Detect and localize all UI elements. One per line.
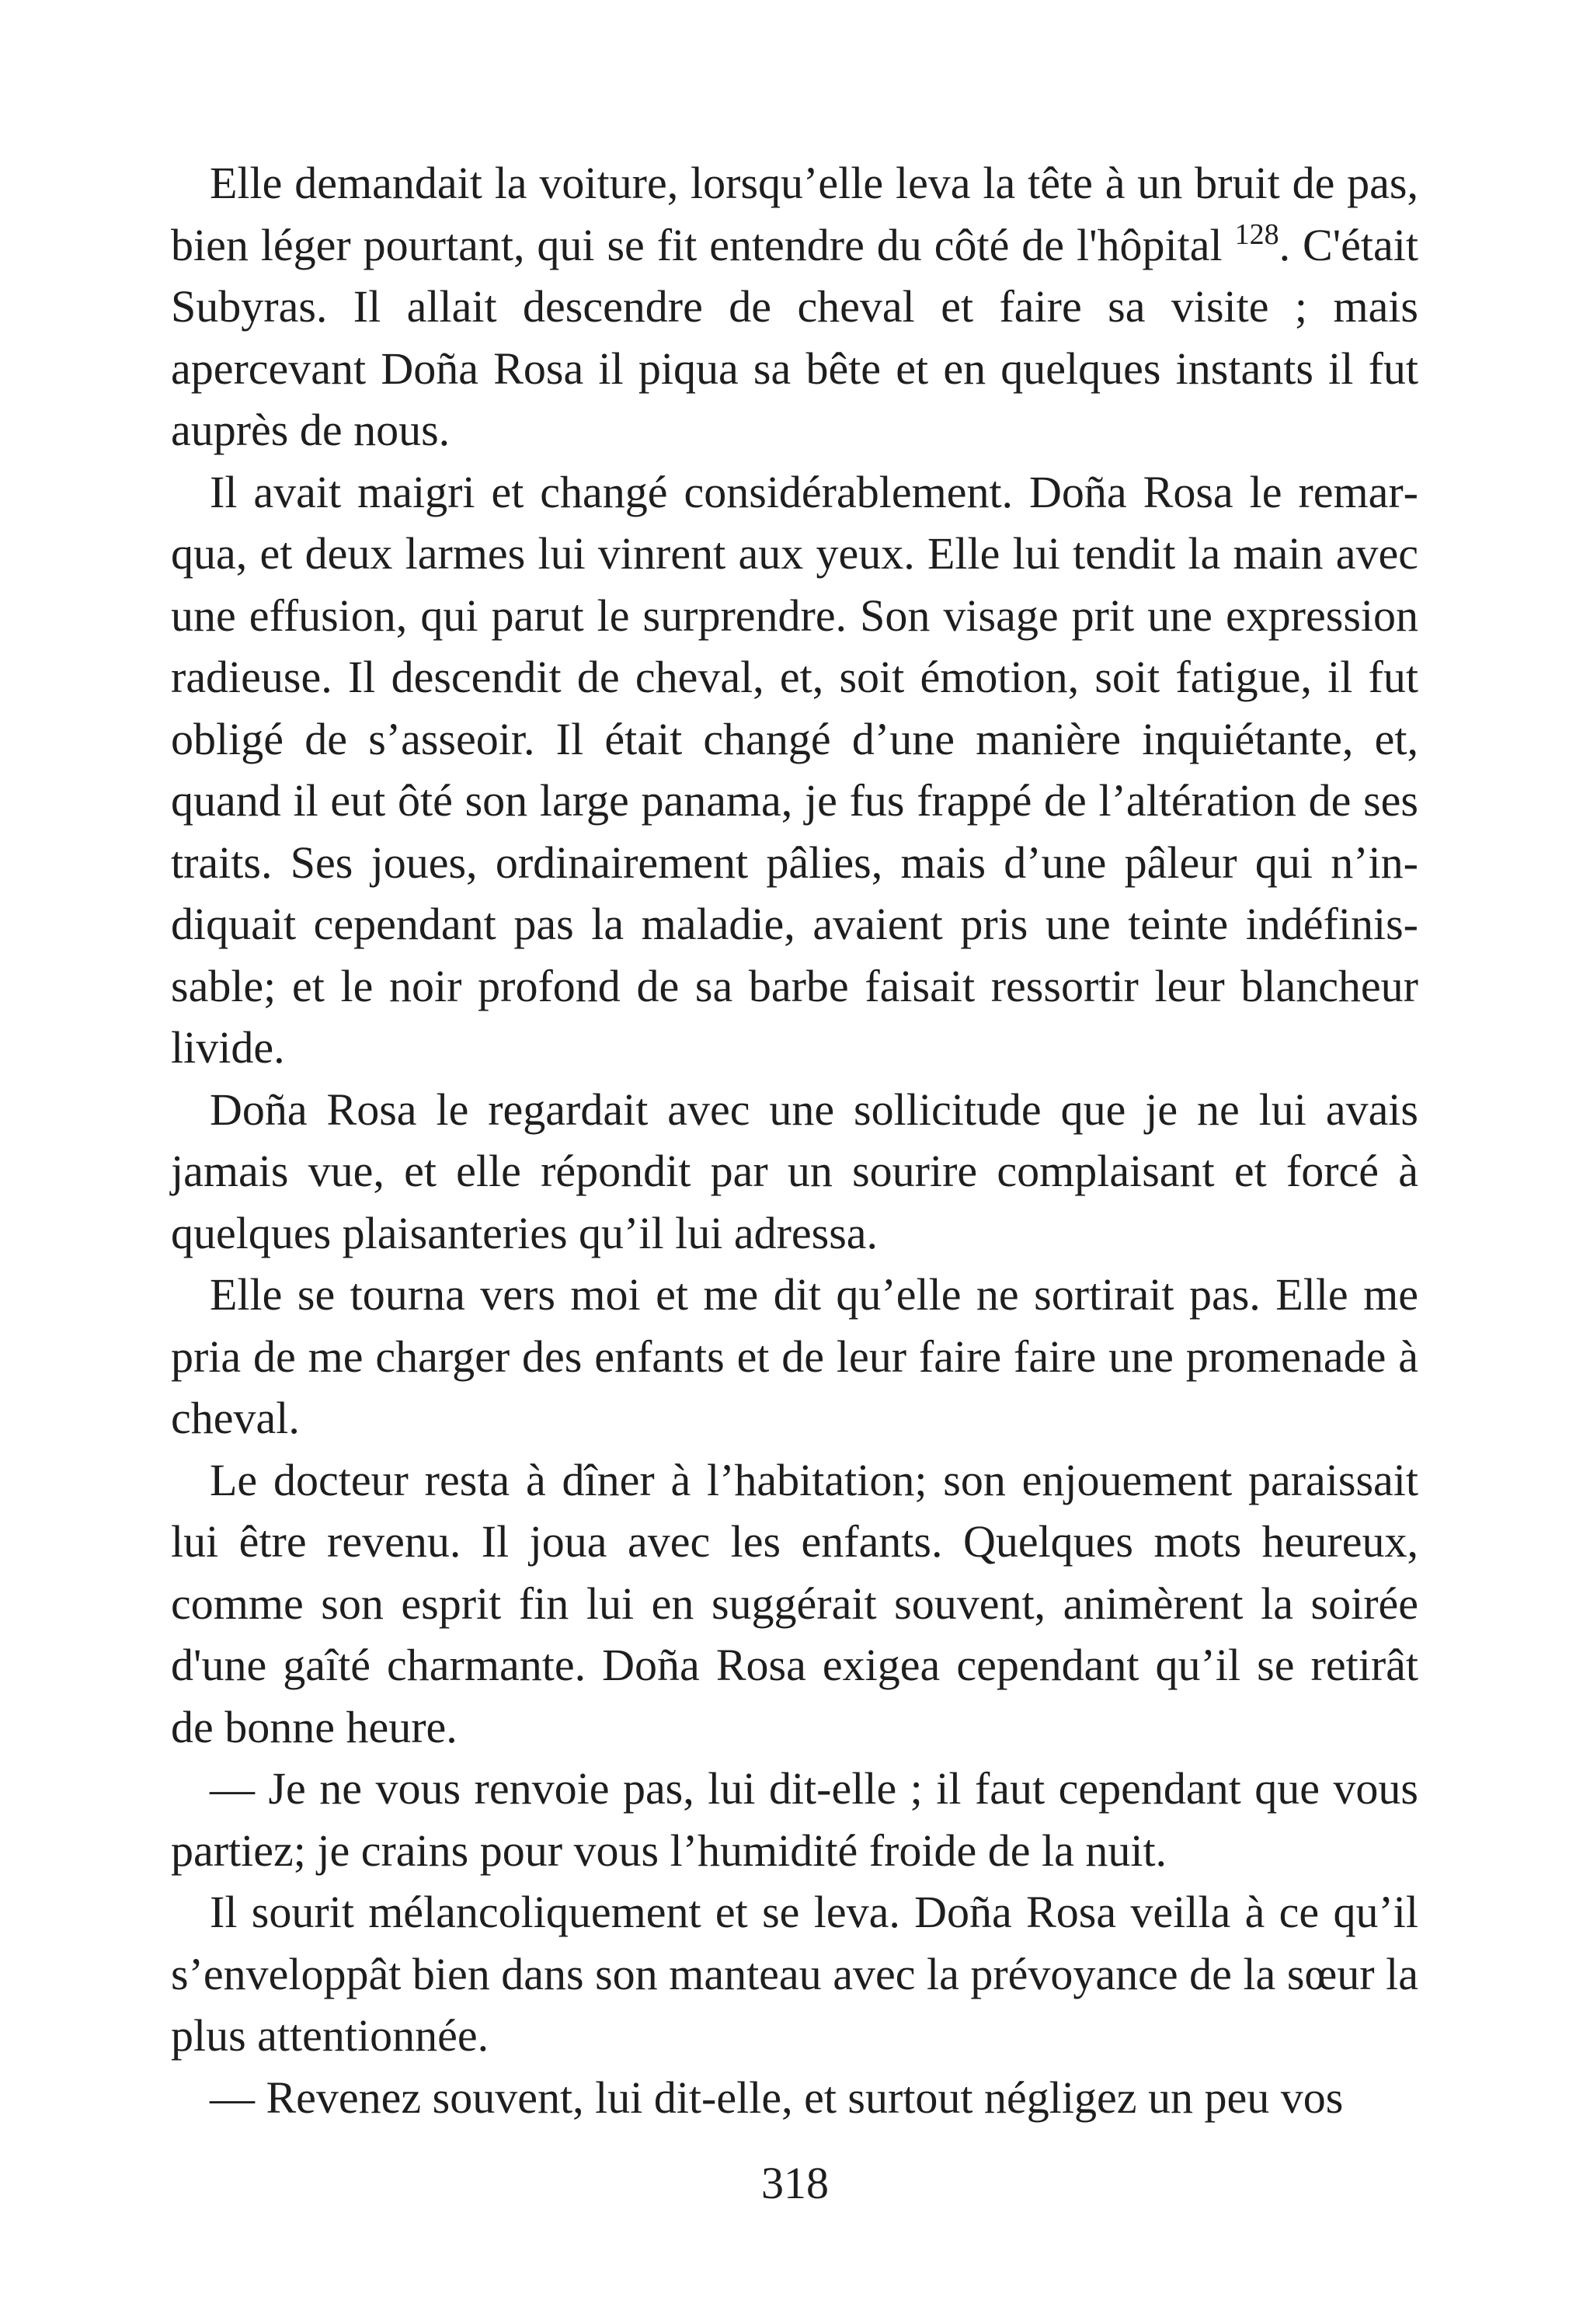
footnote-reference: 128 [1234,217,1279,251]
paragraph-3: Doña Rosa le regardait avec une sollicitude que je ne lui avais jamais vue, et elle répondit par un sourire complaisant et forcé à quelques plaisanteries qu’il lui adressa. [171,1084,1418,1258]
paragraph-4: Elle se tourna vers moi et me dit qu’elle ne sortirait pas. Elle me pria de me charger des enfants et de leur faire faire une promenade à cheval. [171,1269,1418,1443]
paragraph-1-continued: . C'était Subyras. Il allait descendre de cheval et faire sa visite ; mais apercevant Doña Rosa il piqua sa bête et en quelques instants il fut auprès de nous. [171,219,1419,455]
paragraph-1-text: Elle demandait la voiture, lorsqu’elle leva la tête à un bruit de pas, bien léger pourtant, qui se fit entendre du côté de l'hôpital [171,158,1418,270]
paragraph-1 [171,152,1418,461]
paragraph-5: Le docteur resta à dîner à l’habitation; son enjouement paraissait lui être revenu. Il joua avec les enfants. Quelques mots heureux, comme son esprit fin lui en suggérait souvent, animèrent la soirée d'une gaîté charmante. Doña Rosa exigea cependant qu’il se retirât de bonne heure. [171,1454,1418,1752]
paragraph-2: Il avait maigri et changé considérablement. Doña Rosa le remarqua, et deux larmes lui vinrent aux yeux. Elle lui tendit la main avec une effusion, qui parut le surprendre. Son visage prit une expression radieuse. Il descendit de cheval, et, soit émotion, soit fatigue, il fut obligé de s’asseoir. Il était changé d’une manière inquiétante, et, quand il eut ôté son large panama, je fus frappé de l’altération de ses traits. Ses joues, ordinairement pâlies, mais d’une pâleur qui n’indiquait cependant pas la maladie, avaient pris une teinte indéfinissable; et le noir profond de sa barbe faisait ressortir leur blancheur livide. [171,466,1418,1073]
paragraph-8: — Revenez souvent, lui dit-elle, et surtout négligez un peu vos [210,2072,1344,2123]
paragraph-6: — Je ne vous renvoie pas, lui dit-elle ; il faut cependant que vous partiez; je crains pour vous l’humidité froide de la nuit. [171,1763,1418,1876]
paragraph-7: Il sourit mélancoliquement et se leva. Doña Rosa veilla à ce qu’il s’enveloppât bien dans son manteau avec la prévoyance de la sœur la plus attentionnée. [171,1887,1418,2061]
body-text [171,152,1418,2128]
page-number: 318 [761,2158,829,2208]
